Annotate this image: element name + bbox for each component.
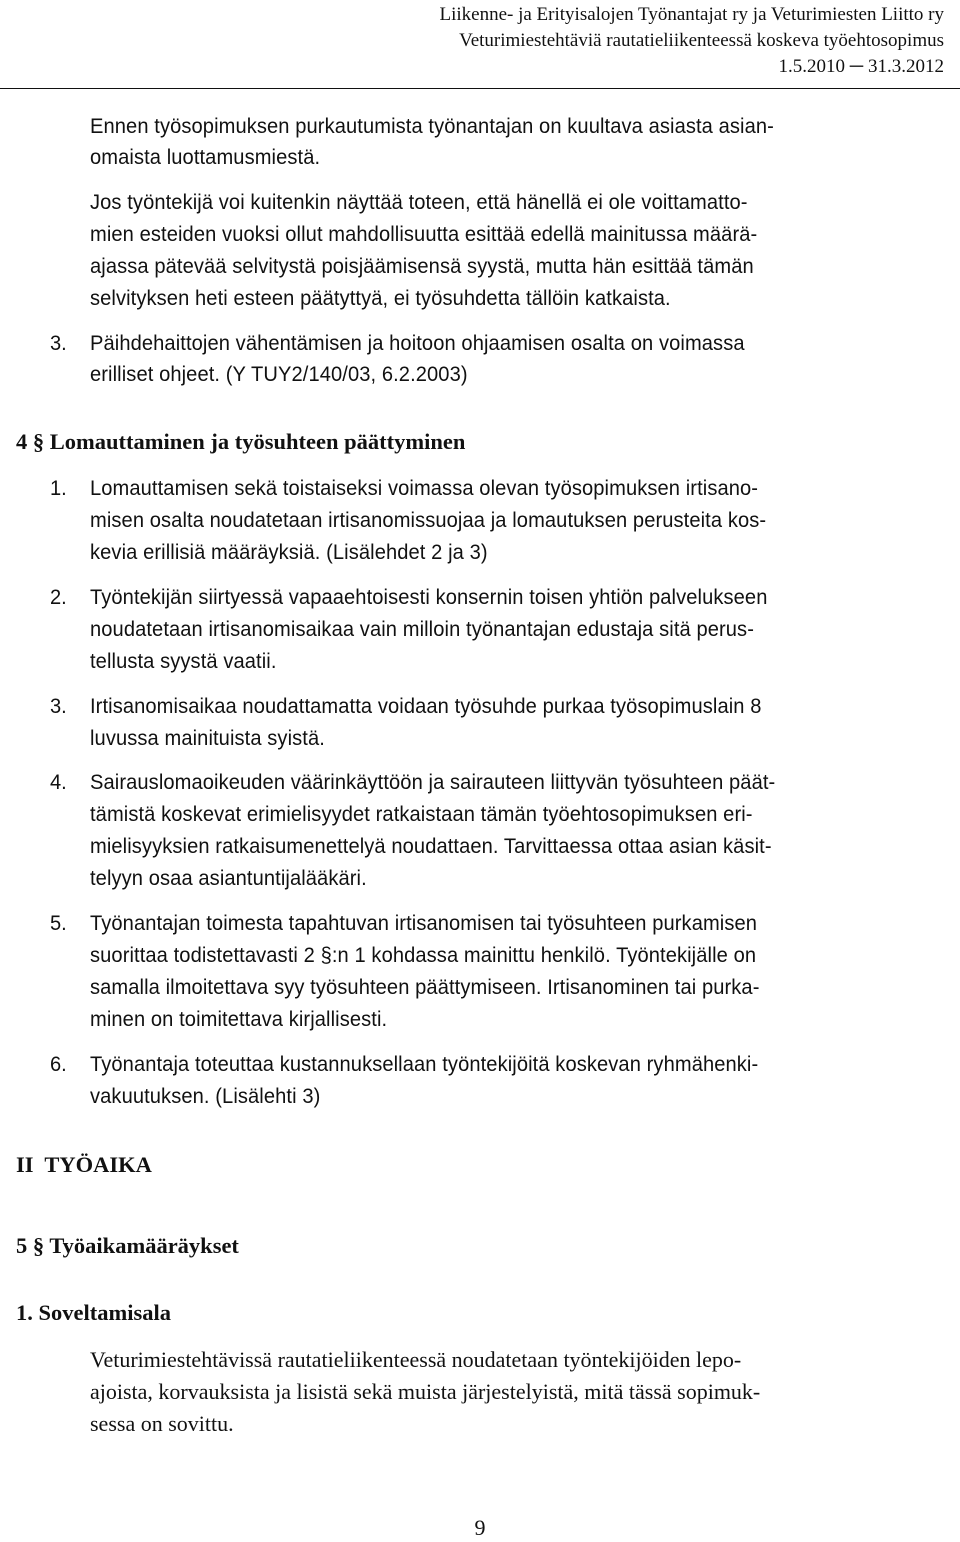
section-4-title: 4 § Lomauttaminen ja työsuhteen päättyminen bbox=[16, 429, 466, 454]
subsection-title: 1. Soveltamisala bbox=[16, 1300, 171, 1325]
item-2-line-1: Työntekijän siirtyessä vapaaehtoisesti konsernin toisen yhtiön palvelukseen bbox=[90, 585, 768, 609]
para-a-line-1: Ennen työsopimuksen purkautumista työnantajan on kuultava asiasta asian- bbox=[90, 114, 774, 138]
page-number: 9 bbox=[474, 1515, 486, 1540]
item-number: 5. bbox=[50, 911, 67, 935]
item-1-line-3: kevia erillisiä määräyksiä. (Lisälehdet 2 ja 3) bbox=[90, 540, 488, 564]
header-rule bbox=[0, 88, 960, 89]
chapter-title: II TYÖAIKA bbox=[16, 1152, 152, 1177]
final-para-line-2: ajoista, korvauksista ja lisistä sekä muista järjestelyistä, mitä tässä sopimuk- bbox=[90, 1379, 761, 1404]
item-3a-line-2: erilliset ohjeet. (Y TUY2/140/03, 6.2.2003) bbox=[90, 362, 468, 386]
header-line-1: Liikenne- ja Erityisalojen Työnantajat ry ja Veturimiesten Liitto ry bbox=[439, 4, 944, 25]
item-5-line-1: Työnantajan toimesta tapahtuvan irtisanomisen tai työsuhteen purkamisen bbox=[90, 911, 758, 935]
section-5-title: 5 § Työaikamääräykset bbox=[16, 1233, 239, 1258]
item-number: 3. bbox=[50, 331, 67, 355]
item-6-line-2: vakuutuksen. (Lisälehti 3) bbox=[90, 1084, 321, 1108]
item-number: 1. bbox=[50, 476, 67, 500]
para-b-line-4: selvityksen heti esteen päätyttyä, ei työsuhdetta tällöin katkaista. bbox=[90, 286, 671, 310]
final-para-line-1: Veturimiestehtävissä rautatieliikenteessä noudatetaan työntekijöiden lepo- bbox=[90, 1347, 742, 1372]
item-2-line-2: noudatetaan irtisanomisaikaa vain milloin työnantajan edustaja sitä perus- bbox=[90, 617, 754, 641]
item-6-line-1: Työnantaja toteuttaa kustannuksellaan työntekijöitä koskevan ryhmähenki- bbox=[90, 1052, 759, 1076]
item-number: 4. bbox=[50, 770, 67, 794]
item-3a-line-1: Päihdehaittojen vähentämisen ja hoitoon ohjaamisen osalta on voimassa bbox=[90, 331, 745, 355]
item-4-line-3: mielisyyksien ratkaisumenettelyä noudattaen. Tarvittaessa ottaa asian käsit- bbox=[90, 834, 772, 858]
item-4-line-2: tämistä koskevat erimielisyydet ratkaistaan tämän työehtosopimuksen eri- bbox=[90, 802, 753, 826]
item-2-line-3: tellusta syystä vaatii. bbox=[90, 649, 277, 673]
running-header bbox=[44, 2, 944, 80]
item-number: 3. bbox=[50, 694, 67, 718]
item-5-line-4: minen on toimitettava kirjallisesti. bbox=[90, 1007, 388, 1031]
item-5-line-2: suorittaa todistettavasti 2 §:n 1 kohdassa mainittu henkilö. Työntekijälle on bbox=[90, 943, 757, 967]
item-number: 2. bbox=[50, 585, 67, 609]
item-1-line-2: misen osalta noudatetaan irtisanomissuojaa ja lomautuksen perusteita kos- bbox=[90, 508, 767, 532]
para-b-line-3: ajassa pätevää selvitystä poisjäämisensä syystä, mutta hän esittää tämän bbox=[90, 254, 754, 278]
item-5-line-3: samalla ilmoitettava syy työsuhteen päättymiseen. Irtisanominen tai purka- bbox=[90, 975, 760, 999]
item-1-line-1: Lomauttamisen sekä toistaiseksi voimassa olevan työsopimuksen irtisano- bbox=[90, 476, 759, 500]
item-number: 6. bbox=[50, 1052, 67, 1076]
para-b-line-2: mien esteiden vuoksi ollut mahdollisuutta esittää edellä mainitussa määrä- bbox=[90, 222, 758, 246]
item-4-line-1: Sairauslomaoikeuden väärinkäyttöön ja sairauteen liittyvän työsuhteen päät- bbox=[90, 770, 776, 794]
item-3-line-1: Irtisanomisaikaa noudattamatta voidaan työsuhde purkaa työsopimuslain 8 bbox=[90, 694, 762, 718]
para-a-line-2: omaista luottamusmiestä. bbox=[90, 145, 321, 169]
para-b-line-1: Jos työntekijä voi kuitenkin näyttää toteen, että hänellä ei ole voittamatto- bbox=[90, 190, 748, 214]
item-4-line-4: telyyn osaa asiantuntijalääkäri. bbox=[90, 866, 367, 890]
item-3-line-2: luvussa mainituista syistä. bbox=[90, 726, 325, 750]
final-para-line-3: sessa on sovittu. bbox=[90, 1411, 234, 1436]
header-line-2: Veturimiestehtäviä rautatieliikenteessä koskeva työehtosopimus bbox=[459, 30, 944, 51]
header-line-3: 1.5.2010 ─ 31.3.2012 bbox=[778, 56, 944, 77]
